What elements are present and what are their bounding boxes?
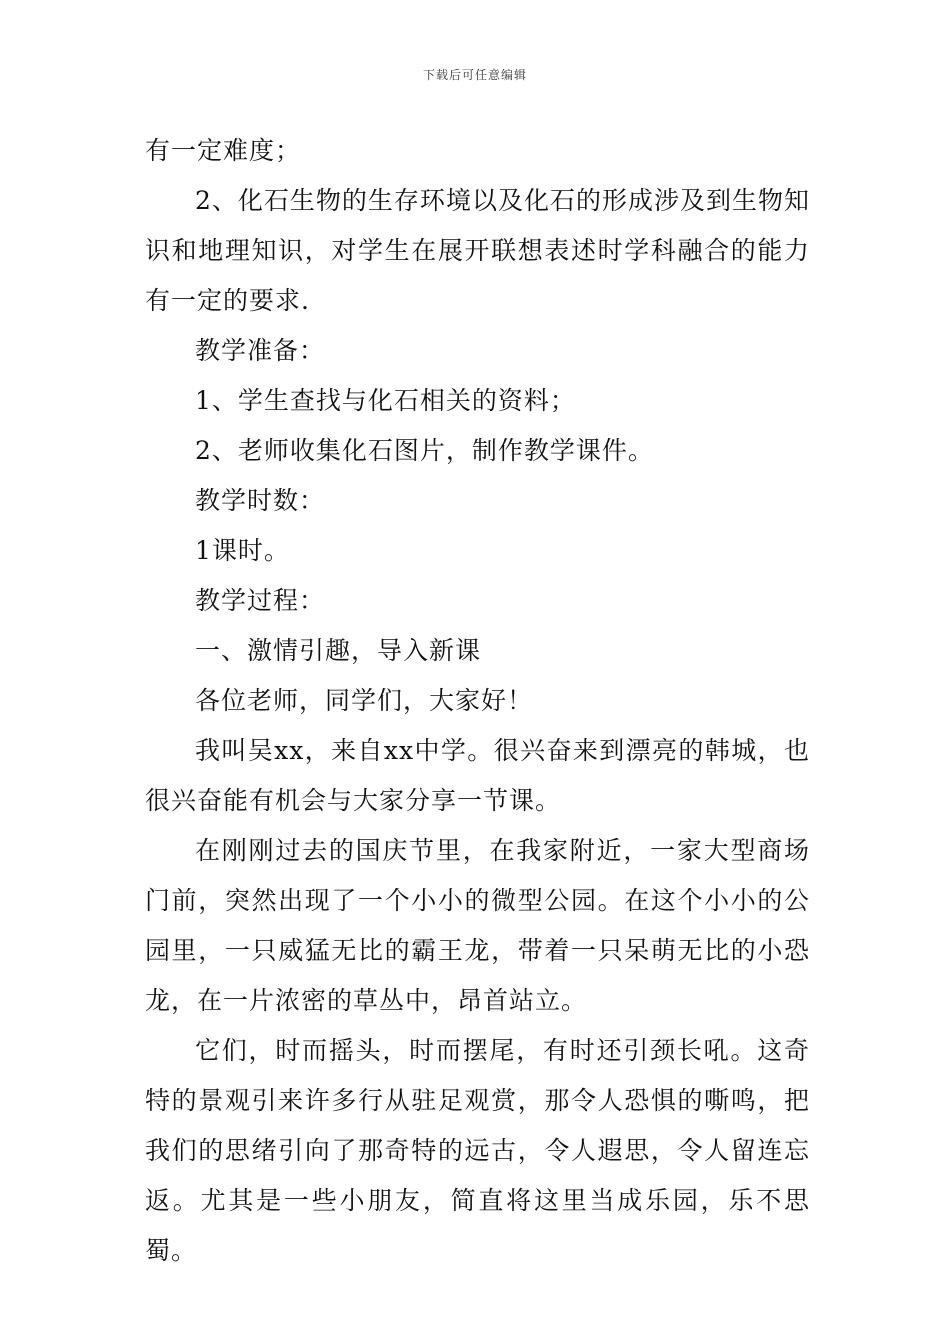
paragraph-difficulty-2: 2、化石生物的生存环境以及化石的形成涉及到生物知识和地理知识，对学生在展开联想表述时学科融合的能力有一定的要求. — [145, 186, 810, 315]
paragraph-greeting: 各位老师，同学们，大家好！ — [195, 686, 534, 715]
heading-teaching-preparation: 教学准备： — [195, 336, 326, 365]
paragraph-dinosaur-scene: 它们，时而摇头，时而摆尾，有时还引颈长吼。这奇特的景观引来许多行从驻足观赏，那令人恐惧的嘶鸣，把我们的思绪引向了那奇特的远古，令人遐思，令人留连忘返。尤其是一些小朋友，简直将这里当成乐园，乐不思蜀。 — [145, 1036, 810, 1265]
document-body — [145, 126, 810, 1276]
page-header-note: 下载后可任意编辑 — [422, 68, 527, 82]
heading-teaching-process: 教学过程： — [195, 586, 326, 615]
heading-teaching-hours: 教学时数： — [195, 486, 326, 515]
paragraph-hours: 1课时。 — [195, 536, 290, 565]
paragraph-national-day: 在刚刚过去的国庆节里，在我家附近，一家大型商场门前，突然出现了一个小小的微型公园。在这个小小的公园里，一只威猛无比的霸王龙，带着一只呆萌无比的小恐龙，在一片浓密的草丛中，昂首站立。 — [145, 836, 810, 1015]
paragraph-continuation: 有一定难度； — [145, 136, 302, 165]
paragraph-preparation-2: 2、老师收集化石图片，制作教学课件。 — [195, 436, 654, 465]
paragraph-preparation-1: 1、学生查找与化石相关的资料； — [195, 386, 576, 415]
paragraph-introduction: 我叫吴xx，来自xx中学。很兴奋来到漂亮的韩城，也很兴奋能有机会与大家分享一节课。 — [145, 736, 810, 815]
heading-section-one: 一、激情引趣，导入新课 — [195, 636, 482, 665]
